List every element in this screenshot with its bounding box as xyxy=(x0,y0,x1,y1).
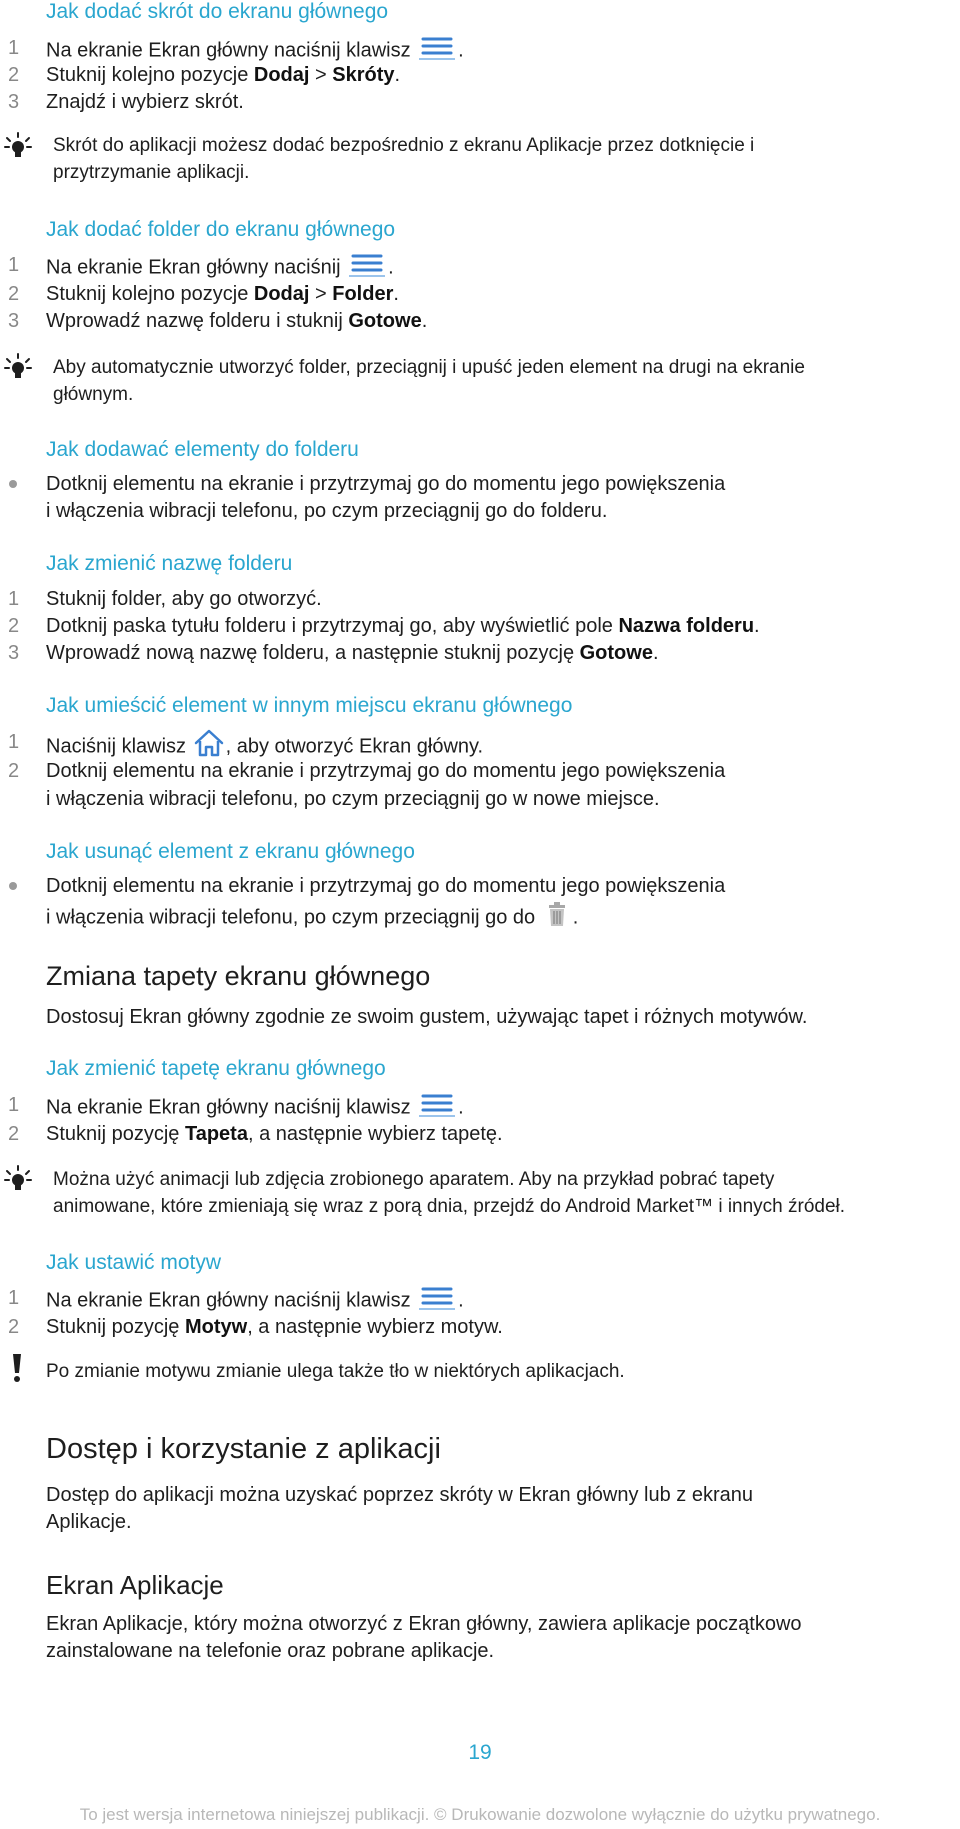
tip-text-line: Skrót do aplikacji możesz dodać bezpośrednio z ekranu Aplikacje przez dotknięcie i xyxy=(53,135,755,156)
section-heading-apps-access: Dostęp i korzystanie z aplikacji xyxy=(46,1433,441,1465)
step-number: 3 xyxy=(8,642,20,664)
step-text: Wprowadź nazwę folderu i stuknij Gotowe. xyxy=(46,310,428,332)
section-heading-apps-screen: Ekran Aplikacje xyxy=(46,1570,224,1600)
step-number: 2 xyxy=(8,760,20,782)
page-number: 19 xyxy=(468,1741,492,1764)
footer-text: To jest wersja internetowa niniejszej publikacji. © Drukowanie dozwolone wyłącznie do użytku prywatnego. xyxy=(79,1805,881,1824)
section-heading-add-folder: Jak dodać folder do ekranu głównego xyxy=(46,218,396,241)
step-number: 1 xyxy=(8,1094,20,1116)
section-heading-change-wallpaper: Jak zmienić tapetę ekranu głównego xyxy=(46,1057,386,1080)
step-text: Wprowadź nową nazwę folderu, a następnie stuknij pozycję Gotowe. xyxy=(46,642,659,664)
tip-text-line: Można użyć animacji lub zdjęcia zrobionego aparatem. Aby na przykład pobrać tapety xyxy=(53,1169,775,1190)
step-text-line: Dotknij elementu na ekranie i przytrzymaj go do momentu jego powiększenia xyxy=(46,760,726,782)
step-text: Na ekranie Ekran główny naciśnij klawisz . xyxy=(46,34,464,68)
body-text-line: Dostosuj Ekran główny zgodnie ze swoim gustem, używając tapet i różnych motywów. xyxy=(46,1006,808,1028)
bullet xyxy=(9,882,17,890)
section-heading-rename-folder: Jak zmienić nazwę folderu xyxy=(46,552,293,575)
body-text-line: Dostęp do aplikacji można uzyskać poprzez skróty w Ekran główny lub z ekranu xyxy=(46,1484,753,1506)
step-number: 1 xyxy=(8,731,20,753)
step-number: 2 xyxy=(8,283,20,305)
step-number: 1 xyxy=(8,254,20,276)
step-text: Na ekranie Ekran główny naciśnij klawisz . xyxy=(46,1091,464,1125)
step-number: 3 xyxy=(8,310,20,332)
body-text-line: i włączenia wibracji telefonu, po czym przeciągnij go do folderu. xyxy=(46,500,608,522)
step-number: 2 xyxy=(8,1316,20,1338)
body-text-line: zainstalowane na telefonie oraz pobrane aplikacje. xyxy=(46,1640,495,1662)
exclamation-icon xyxy=(9,1352,25,1384)
step-number: 2 xyxy=(8,615,20,637)
step-text: Dotknij paska tytułu folderu i przytrzymaj go, aby wyświetlić pole Nazwa folderu. xyxy=(46,615,760,637)
step-text: Stuknij folder, aby go otworzyć. xyxy=(46,588,322,610)
body-text-line: i włączenia wibracji telefonu, po czym przeciągnij go do . xyxy=(46,900,578,936)
step-text: Na ekranie Ekran główny naciśnij . xyxy=(46,251,394,285)
step-text: Stuknij kolejno pozycje Dodaj > Folder. xyxy=(46,283,399,305)
step-number: 1 xyxy=(8,1287,20,1309)
step-text: Naciśnij klawisz , aby otworzyć Ekran główny. xyxy=(46,728,483,766)
section-heading-set-theme: Jak ustawić motyw xyxy=(46,1251,222,1274)
body-text-line: Dotknij elementu na ekranie i przytrzymaj go do momentu jego powiększenia xyxy=(46,875,726,897)
section-heading-add-items-to-folder: Jak dodawać elementy do folderu xyxy=(46,438,359,461)
menu-icon xyxy=(417,34,457,68)
step-text: Na ekranie Ekran główny naciśnij klawisz . xyxy=(46,1284,464,1318)
bullet xyxy=(9,480,17,488)
trash-icon xyxy=(542,900,572,936)
tip-text-line: przytrzymanie aplikacji. xyxy=(53,162,250,183)
step-text: Stuknij pozycję Tapeta, a następnie wybierz tapetę. xyxy=(46,1123,503,1145)
lightbulb-icon xyxy=(4,1165,32,1193)
step-number: 2 xyxy=(8,64,20,86)
step-text: Znajdź i wybierz skrót. xyxy=(46,91,244,113)
body-text-line: Dotknij elementu na ekranie i przytrzymaj go do momentu jego powiększenia xyxy=(46,473,726,495)
body-text-line: Aplikacje. xyxy=(46,1511,132,1533)
step-number: 1 xyxy=(8,37,20,59)
section-heading-move-item: Jak umieścić element w innym miejscu ekranu głównego xyxy=(46,694,573,717)
step-number: 1 xyxy=(8,588,20,610)
step-number: 3 xyxy=(8,91,20,113)
tip-text-line: Aby automatycznie utworzyć folder, przeciągnij i upuść jeden element na drugi na ekranie xyxy=(53,357,805,378)
step-text: Stuknij pozycję Motyw, a następnie wybierz motyw. xyxy=(46,1316,503,1338)
step-number: 2 xyxy=(8,1123,20,1145)
lightbulb-icon xyxy=(4,132,32,160)
section-heading-remove-item: Jak usunąć element z ekranu głównego xyxy=(46,840,415,863)
step-text-line: i włączenia wibracji telefonu, po czym przeciągnij go w nowe miejsce. xyxy=(46,788,660,810)
tip-text-line: animowane, które zmieniają się wraz z porą dnia, przejdź do Android Market™ i innych źródeł. xyxy=(53,1196,846,1217)
note-text: Po zmianie motywu zmianie ulega także tło w niektórych aplikacjach. xyxy=(46,1361,625,1382)
lightbulb-icon xyxy=(4,353,32,381)
section-heading-wallpaper: Zmiana tapety ekranu głównego xyxy=(46,961,431,991)
section-heading-add-shortcut: Jak dodać skrót do ekranu głównego xyxy=(46,0,389,23)
body-text-line: Ekran Aplikacje, który można otworzyć z Ekran główny, zawiera aplikacje początkowo xyxy=(46,1613,802,1635)
step-text: Stuknij kolejno pozycje Dodaj > Skróty. xyxy=(46,64,401,86)
tip-text-line: głównym. xyxy=(53,384,134,405)
